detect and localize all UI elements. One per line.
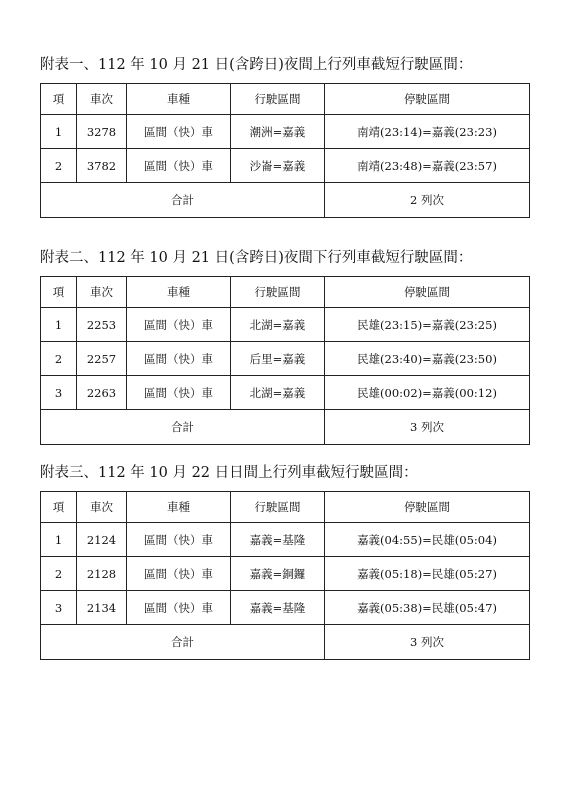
table-total-row <box>41 183 530 218</box>
header-suspended-section: 停駛區間 <box>325 492 530 523</box>
header-suspended-section: 停駛區間 <box>325 277 530 308</box>
table-total-row <box>41 410 530 445</box>
cell-train-type: 區間（快）車 <box>127 376 231 410</box>
header-route: 行駛區間 <box>231 277 325 308</box>
cell-route: 嘉義=銅鑼 <box>231 557 325 591</box>
cell-route: 潮洲=嘉義 <box>231 115 325 149</box>
header-train-type: 車種 <box>127 277 231 308</box>
table-row <box>41 523 530 557</box>
cell-train-no: 3782 <box>77 149 127 183</box>
total-label: 合計 <box>41 410 325 445</box>
table-row <box>41 376 530 410</box>
total-value: 3 列次 <box>325 625 530 660</box>
table-row <box>41 115 530 149</box>
table-title-3: 附表三、112 年 10 月 22 日日間上行列車截短行駛區間： <box>40 465 418 481</box>
cell-train-type: 區間（快）車 <box>127 523 231 557</box>
cell-train-type: 區間（快）車 <box>127 557 231 591</box>
cell-train-type: 區間（快）車 <box>127 342 231 376</box>
table-section-2 <box>40 246 529 445</box>
cell-index: 2 <box>41 557 77 591</box>
cell-train-type: 區間（快）車 <box>127 149 231 183</box>
table-row <box>41 342 530 376</box>
cell-index: 1 <box>41 115 77 149</box>
header-index: 項 <box>41 492 77 523</box>
cell-route: 北湖=嘉義 <box>231 308 325 342</box>
table-title-1: 附表一、112 年 10 月 21 日(含跨日)夜間上行列車截短行駛區間： <box>40 57 473 73</box>
total-value: 3 列次 <box>325 410 530 445</box>
cell-train-no: 2253 <box>77 308 127 342</box>
header-train-type: 車種 <box>127 84 231 115</box>
header-index: 項 <box>41 84 77 115</box>
table-row <box>41 149 530 183</box>
cell-route: 沙崙=嘉義 <box>231 149 325 183</box>
header-suspended-section: 停駛區間 <box>325 84 530 115</box>
cell-suspended-section: 民雄(00:02)=嘉義(00:12) <box>325 376 530 410</box>
header-route: 行駛區間 <box>231 492 325 523</box>
cell-route: 嘉義=基隆 <box>231 523 325 557</box>
cell-index: 1 <box>41 523 77 557</box>
cell-train-no: 2263 <box>77 376 127 410</box>
schedule-table-2 <box>40 276 530 445</box>
cell-train-no: 2124 <box>77 523 127 557</box>
header-route: 行駛區間 <box>231 84 325 115</box>
cell-train-no: 2257 <box>77 342 127 376</box>
cell-train-type: 區間（快）車 <box>127 115 231 149</box>
cell-train-no: 2128 <box>77 557 127 591</box>
table-title-2: 附表二、112 年 10 月 21 日(含跨日)夜間下行列車截短行駛區間： <box>40 250 473 266</box>
cell-index: 2 <box>41 342 77 376</box>
cell-suspended-section: 嘉義(04:55)=民雄(05:04) <box>325 523 530 557</box>
cell-route: 北湖=嘉義 <box>231 376 325 410</box>
cell-train-no: 3278 <box>77 115 127 149</box>
table-row <box>41 591 530 625</box>
header-index: 項 <box>41 277 77 308</box>
header-train-type: 車種 <box>127 492 231 523</box>
cell-suspended-section: 嘉義(05:18)=民雄(05:27) <box>325 557 530 591</box>
cell-train-no: 2134 <box>77 591 127 625</box>
header-train-no: 車次 <box>77 492 127 523</box>
total-label: 合計 <box>41 625 325 660</box>
cell-route: 后里=嘉義 <box>231 342 325 376</box>
cell-index: 2 <box>41 149 77 183</box>
cell-train-type: 區間（快）車 <box>127 591 231 625</box>
table-header-row <box>41 277 530 308</box>
total-value: 2 列次 <box>325 183 530 218</box>
cell-index: 3 <box>41 376 77 410</box>
schedule-table-1 <box>40 83 530 218</box>
table-section-1 <box>40 53 529 218</box>
table-header-row <box>41 492 530 523</box>
table-header-row <box>41 84 530 115</box>
table-row <box>41 308 530 342</box>
table-row <box>41 557 530 591</box>
table-section-3 <box>40 461 529 660</box>
cell-suspended-section: 嘉義(05:38)=民雄(05:47) <box>325 591 530 625</box>
cell-suspended-section: 民雄(23:15)=嘉義(23:25) <box>325 308 530 342</box>
header-train-no: 車次 <box>77 84 127 115</box>
header-train-no: 車次 <box>77 277 127 308</box>
cell-route: 嘉義=基隆 <box>231 591 325 625</box>
cell-index: 1 <box>41 308 77 342</box>
total-label: 合計 <box>41 183 325 218</box>
cell-suspended-section: 民雄(23:40)=嘉義(23:50) <box>325 342 530 376</box>
schedule-table-3 <box>40 491 530 660</box>
table-total-row <box>41 625 530 660</box>
cell-suspended-section: 南靖(23:48)=嘉義(23:57) <box>325 149 530 183</box>
cell-suspended-section: 南靖(23:14)=嘉義(23:23) <box>325 115 530 149</box>
cell-index: 3 <box>41 591 77 625</box>
cell-train-type: 區間（快）車 <box>127 308 231 342</box>
